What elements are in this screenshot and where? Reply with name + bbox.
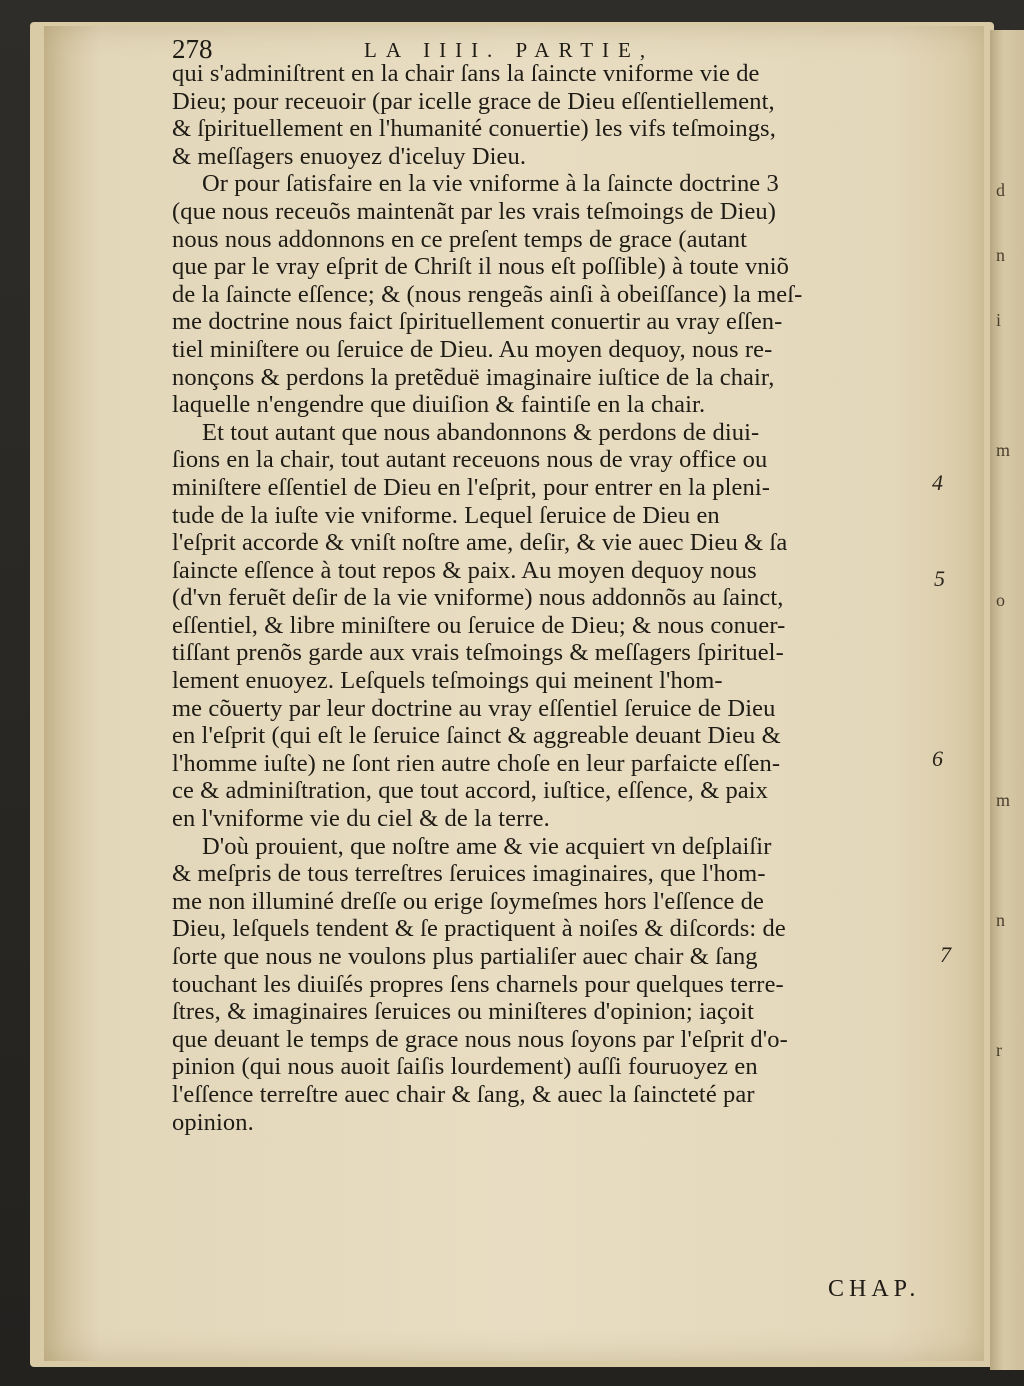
text-line: tiel miniſtere ou ſeruice de Dieu. Au moyen dequoy, nous re- (172, 335, 773, 363)
margin-number-7: 7 (940, 942, 951, 967)
text-line: & ſpirituellement en l'humanité conuertie) les vifs teſmoings, (172, 115, 776, 143)
text-line: me cõuerty par leur doctrine au vray eſſentiel ſeruice de Dieu (172, 694, 776, 722)
text-line: miniſtere eſſentiel de Dieu en l'eſprit, pour entrer en la pleni- (172, 473, 771, 501)
text-line: ce & adminiſtration, que tout accord, iuſtice, eſſence, & paix (172, 777, 769, 805)
text-line: de la ſaincte eſſence; & (nous rengeãs ainſi à obeiſſance) la meſ- (172, 280, 803, 308)
running-title: LA IIII. PARTIE, (364, 38, 655, 62)
text-line: eſſentiel, & libre miniſtere ou ſeruice de Dieu; & nous conuer- (172, 611, 786, 639)
text-line: Or pour ſatisfaire en la vie vniforme à la ſaincte doctrine 3 (202, 170, 779, 198)
text-line: que par le vray eſprit de Chriſt il nous eſt poſſible) à toute vniõ (172, 253, 790, 281)
text-line: me non illuminé dreſſe ou erige ſoymeſmes hors l'eſſence de (172, 887, 765, 915)
text-line: (d'vn feruẽt deſir de la vie vniforme) nous addonnõs au ſainct, (172, 584, 784, 612)
text-line: ſtres, & imaginaires ſeruices ou miniſteres d'opinion; iaçoit (172, 998, 755, 1026)
text-line: D'où prouient, que noſtre ame & vie acquiert vn deſplaiſir (202, 832, 772, 860)
text-line: (que nous receuõs maintenãt par les vrais teſmoings de Dieu) (172, 197, 777, 225)
text-line: en l'vniforme vie du ciel & de la terre. (172, 805, 550, 833)
facing-page-strip: d n i m o m n r (990, 30, 1024, 1370)
text-line: que deuant le temps de grace nous nous ſoyons par l'eſprit d'o- (172, 1025, 788, 1053)
margin-number-6: 6 (932, 746, 943, 771)
text-line: laquelle n'engendre que diuiſion & faintiſe en la chair. (172, 391, 706, 419)
body-text (172, 60, 932, 1136)
text-line: touchant les diuiſés propres ſens charnels pour quelques terre- (172, 970, 784, 998)
text-line: l'eſprit accorde & vniſt noſtre ame, deſir, & vie auec Dieu & ſa (172, 529, 788, 557)
text-line: lement enuoyez. Leſquels teſmoings qui meinent l'hom- (172, 667, 723, 695)
margin-number-4: 4 (932, 470, 943, 495)
text-line: pinion (qui nous auoit ſaiſis lourdement) auſſi fouruoyez en (172, 1053, 758, 1081)
text-line: l'eſſence terreſtre auec chair & ſang, & auec la ſaincteté par (172, 1080, 755, 1108)
text-line: opinion. (172, 1108, 254, 1136)
text-line: Et tout autant que nous abandonnons & perdons de diui- (202, 418, 760, 446)
text-line: ſaincte eſſence à tout repos & paix. Au moyen dequoy nous (172, 556, 757, 584)
text-line: Dieu, leſquels tendent & ſe practiquent à noiſes & diſcords: de (172, 915, 786, 943)
folio-number: 278 (172, 34, 213, 64)
text-line: Dieu; pour receuoir (par icelle grace de Dieu eſſentiellement, (172, 87, 775, 115)
text-line: qui s'adminiſtrent en la chair ſans la ſaincte vniforme vie de (172, 60, 760, 87)
text-line: en l'eſprit (qui eſt le ſeruice ſainct & aggreable deuant Dieu & (172, 722, 781, 750)
text-line: nonçons & perdons la pretẽduë imaginaire iuſtice de la chair, (172, 363, 775, 391)
text-line: nous nous addonnons en ce preſent temps de grace (autant (172, 225, 748, 253)
text-line: me doctrine nous faict ſpirituellement conuertir au vray eſſen- (172, 308, 783, 336)
text-line: l'homme iuſte) ne ſont rien autre choſe en leur parfaicte eſſen- (172, 749, 781, 777)
text-line: & meſſagers enuoyez d'iceluy Dieu. (172, 142, 527, 170)
text-line: ſorte que nous ne voulons plus partialiſer auec chair & ſang (172, 943, 758, 970)
catchword: CHAP. (828, 1276, 921, 1302)
text-line: & meſpris de tous terreſtres ſeruices imaginaires, que l'hom- (172, 860, 766, 888)
margin-number-5: 5 (934, 566, 945, 591)
text-line: tiſſant prenõs garde aux vrais teſmoings & meſſagers ſpirituel- (172, 639, 784, 667)
text-line: ſions en la chair, tout autant receuons nous de vray office ou (172, 446, 768, 474)
text-line: tude de la iuſte vie vniforme. Lequel ſeruice de Dieu en (172, 501, 720, 529)
